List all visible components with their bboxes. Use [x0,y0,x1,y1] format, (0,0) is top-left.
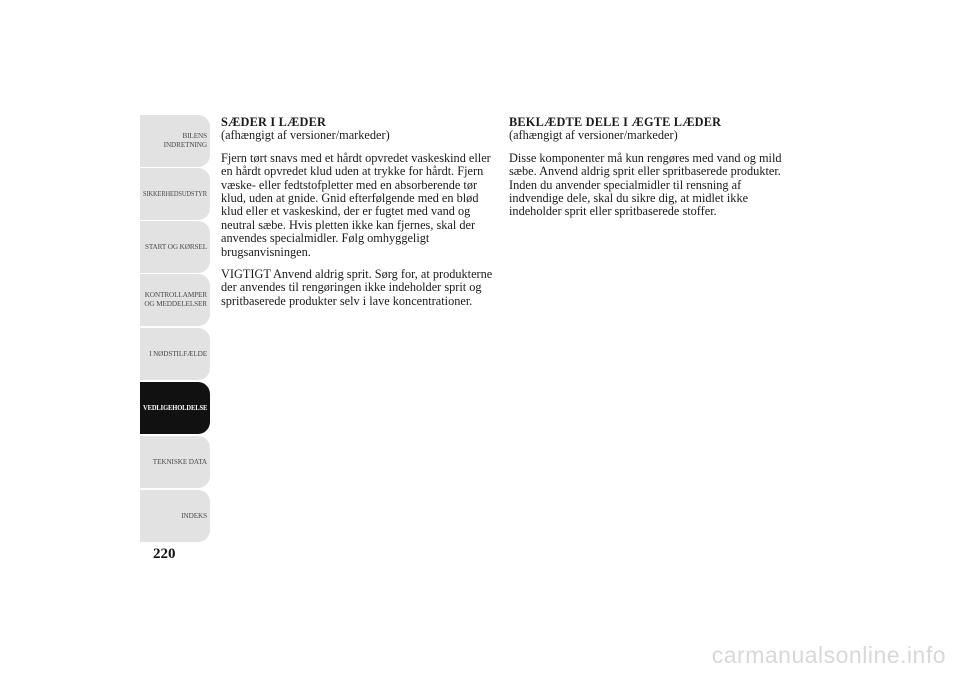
section-subtitle: (afhængigt af versioner/markeder) [509,128,678,143]
tab-kontrollamper[interactable]: KONTROLLAMPER OG MEDDELELSER [140,274,210,326]
tab-i-nodstilfaelde[interactable]: I NØDSTILFÆLDE [140,328,210,380]
section-saeder-i-laeder [221,116,497,308]
tab-start-og-korsel[interactable]: START OG KØRSEL [140,221,210,273]
paragraph: Fjern tørt snavs med et hårdt opvredet vaskeskind eller en hårdt opvredet klud uden at trykke for hårdt. Fjern væske- eller fedtstofpletter med en absorberende tør klud, uden at gnide. Gnid efterfølgende med en blød klud eller et vaskeskind, der er fugtet med vand og neutral sæbe. Hvis pletten ikke kan fjernes, skal der anvendes specialmidler. Følg omhyggeligt brugsanvisningen. [221,150,491,259]
section-subtitle: (afhængigt af versioner/markeder) [221,128,390,143]
paragraph-warning: VIGTIGT Anvend aldrig sprit. Sørg for, at produkterne der anvendes til rengøringen ikke indeholder sprit og spritbaserede produkter selv i lave koncentrationer. [221,267,493,308]
section-title: SÆDER I LÆDER [221,115,327,129]
tab-vedligeholdelse[interactable]: VEDLIGEHOLDELSE [140,382,210,434]
paragraph: Disse komponenter må kun rengøres med vand og mild sæbe. Anvend aldrig sprit eller spritbaserede produkter. Inden du anvender specialmidler til rensning af indvendige dele, skal du sikre dig, at midlet ikke indeholder sprit eller spritbaserede stoffer. [509,150,782,219]
tab-sikkerhedsudstyr[interactable]: SIKKERHEDSUDSTYR [140,168,210,220]
watermark: carmanualsonline.info [711,642,946,668]
tab-tekniske-data[interactable]: TEKNISKE DATA [140,436,210,488]
section-title: BEKLÆDTE DELE I ÆGTE LÆDER [509,115,722,129]
section-beklaedte-dele [509,116,785,219]
page-number: 220 [153,546,176,562]
tab-bilens-indretning[interactable]: BILENS INDRETNING [140,115,210,167]
tab-indeks[interactable]: INDEKS [140,490,210,542]
